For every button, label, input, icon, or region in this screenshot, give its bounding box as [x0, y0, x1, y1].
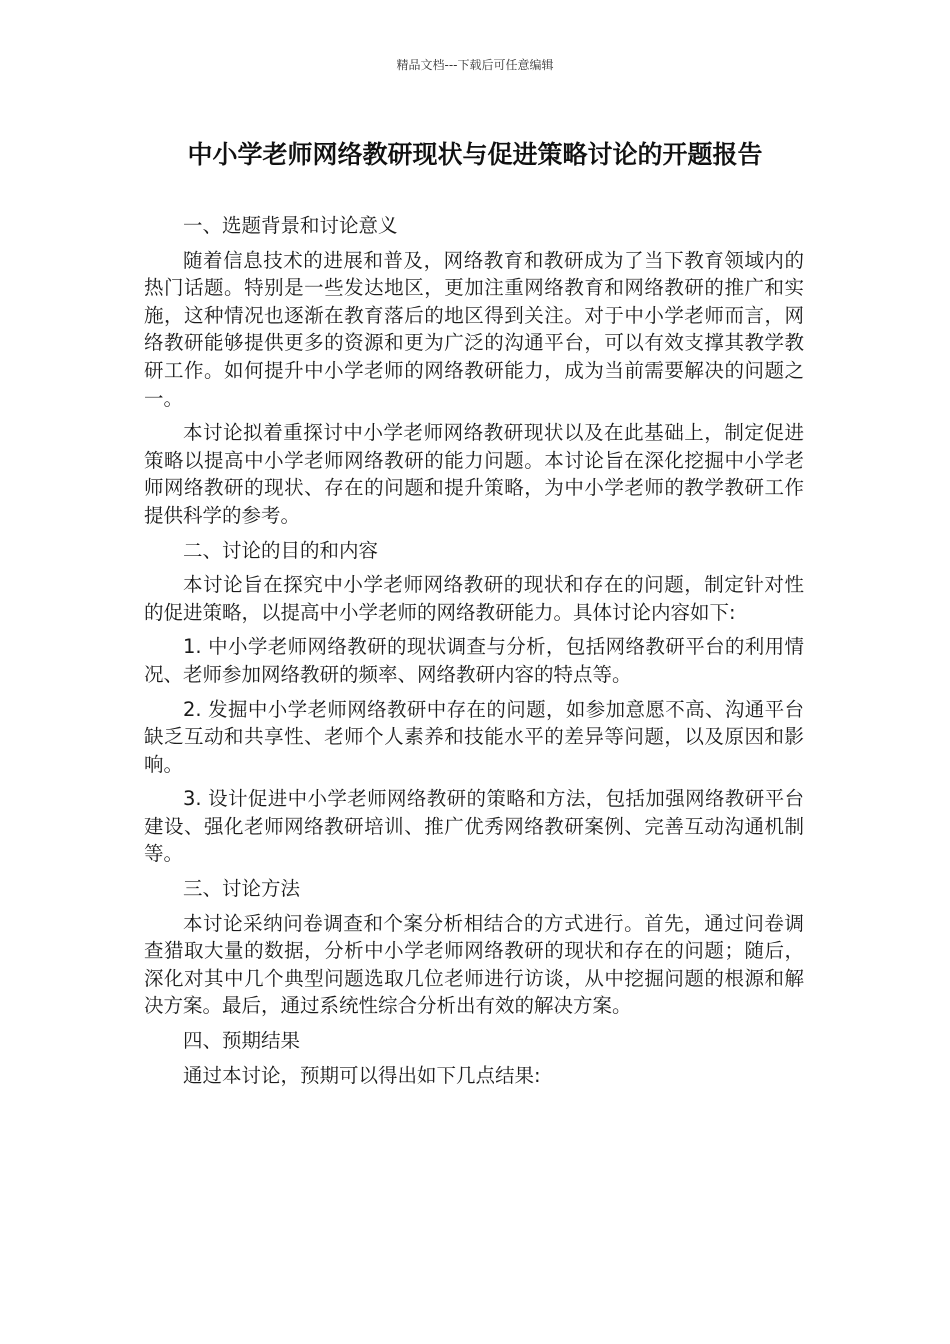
list-item-3: 3. 设计促进中小学老师网络教研的策略和方法，包括加强网络教研平台建设、强化老师网络教研培训、推广优秀网络教研案例、完善互动沟通机制等。	[144, 787, 804, 866]
section-heading-method: 三、讨论方法	[183, 877, 301, 901]
list-item-1: 1. 中小学老师网络教研的现状调查与分析，包括网络教研平台的利用情况、老师参加网络教研的频率、网络教研内容的特点等。	[144, 635, 804, 686]
paragraph-method: 本讨论采纳问卷调查和个案分析相结合的方式进行。首先，通过问卷调查猎取大量的数据，分析中小学老师网络教研的现状和存在的问题；随后，深化对其中几个典型问题选取几位老师进行访谈，从中挖掘问题的根源和解决方案。最后，通过系统性综合分析出有效的解决方案。	[144, 911, 804, 1018]
section-heading-results: 四、预期结果	[183, 1029, 301, 1053]
header-note: 精品文档---下载后可任意编辑	[396, 58, 554, 72]
document-body	[144, 212, 804, 1096]
paragraph-purpose: 本讨论旨在探究中小学老师网络教研的现状和存在的问题，制定针对性的促进策略，以提高中小学老师的网络教研能力。具体讨论内容如下:	[144, 573, 804, 624]
section-heading-purpose: 二、讨论的目的和内容	[183, 538, 379, 562]
paragraph-background: 随着信息技术的进展和普及，网络教育和教研成为了当下教育领域内的热门话题。特别是一些发达地区，更加注重网络教育和网络教研的推广和实施，这种情况也逐渐在教育落后的地区得到关注。对于中小学老师而言，网络教研能够提供更多的资源和更为广泛的沟通平台，可以有效支撑其教学教研工作。如何提升中小学老师的网络教研能力，成为当前需要解决的问题之一。	[144, 248, 804, 410]
section-heading-background: 一、选题背景和讨论意义	[183, 214, 398, 237]
list-item-2: 2. 发掘中小学老师网络教研中存在的问题，如参加意愿不高、沟通平台缺乏互动和共享性、老师个人素养和技能水平的差异等问题，以及原因和影响。	[144, 697, 804, 776]
paragraph-significance: 本讨论拟着重探讨中小学老师网络教研现状以及在此基础上，制定促进策略以提高中小学老师网络教研的能力问题。本讨论旨在深化挖掘中小学老师网络教研的现状、存在的问题和提升策略，为中小学老师的教学教研工作提供科学的参考。	[144, 421, 804, 527]
document-title: 中小学老师网络教研现状与促进策略讨论的开题报告	[187, 140, 763, 169]
paragraph-results: 通过本讨论，预期可以得出如下几点结果:	[183, 1063, 541, 1087]
